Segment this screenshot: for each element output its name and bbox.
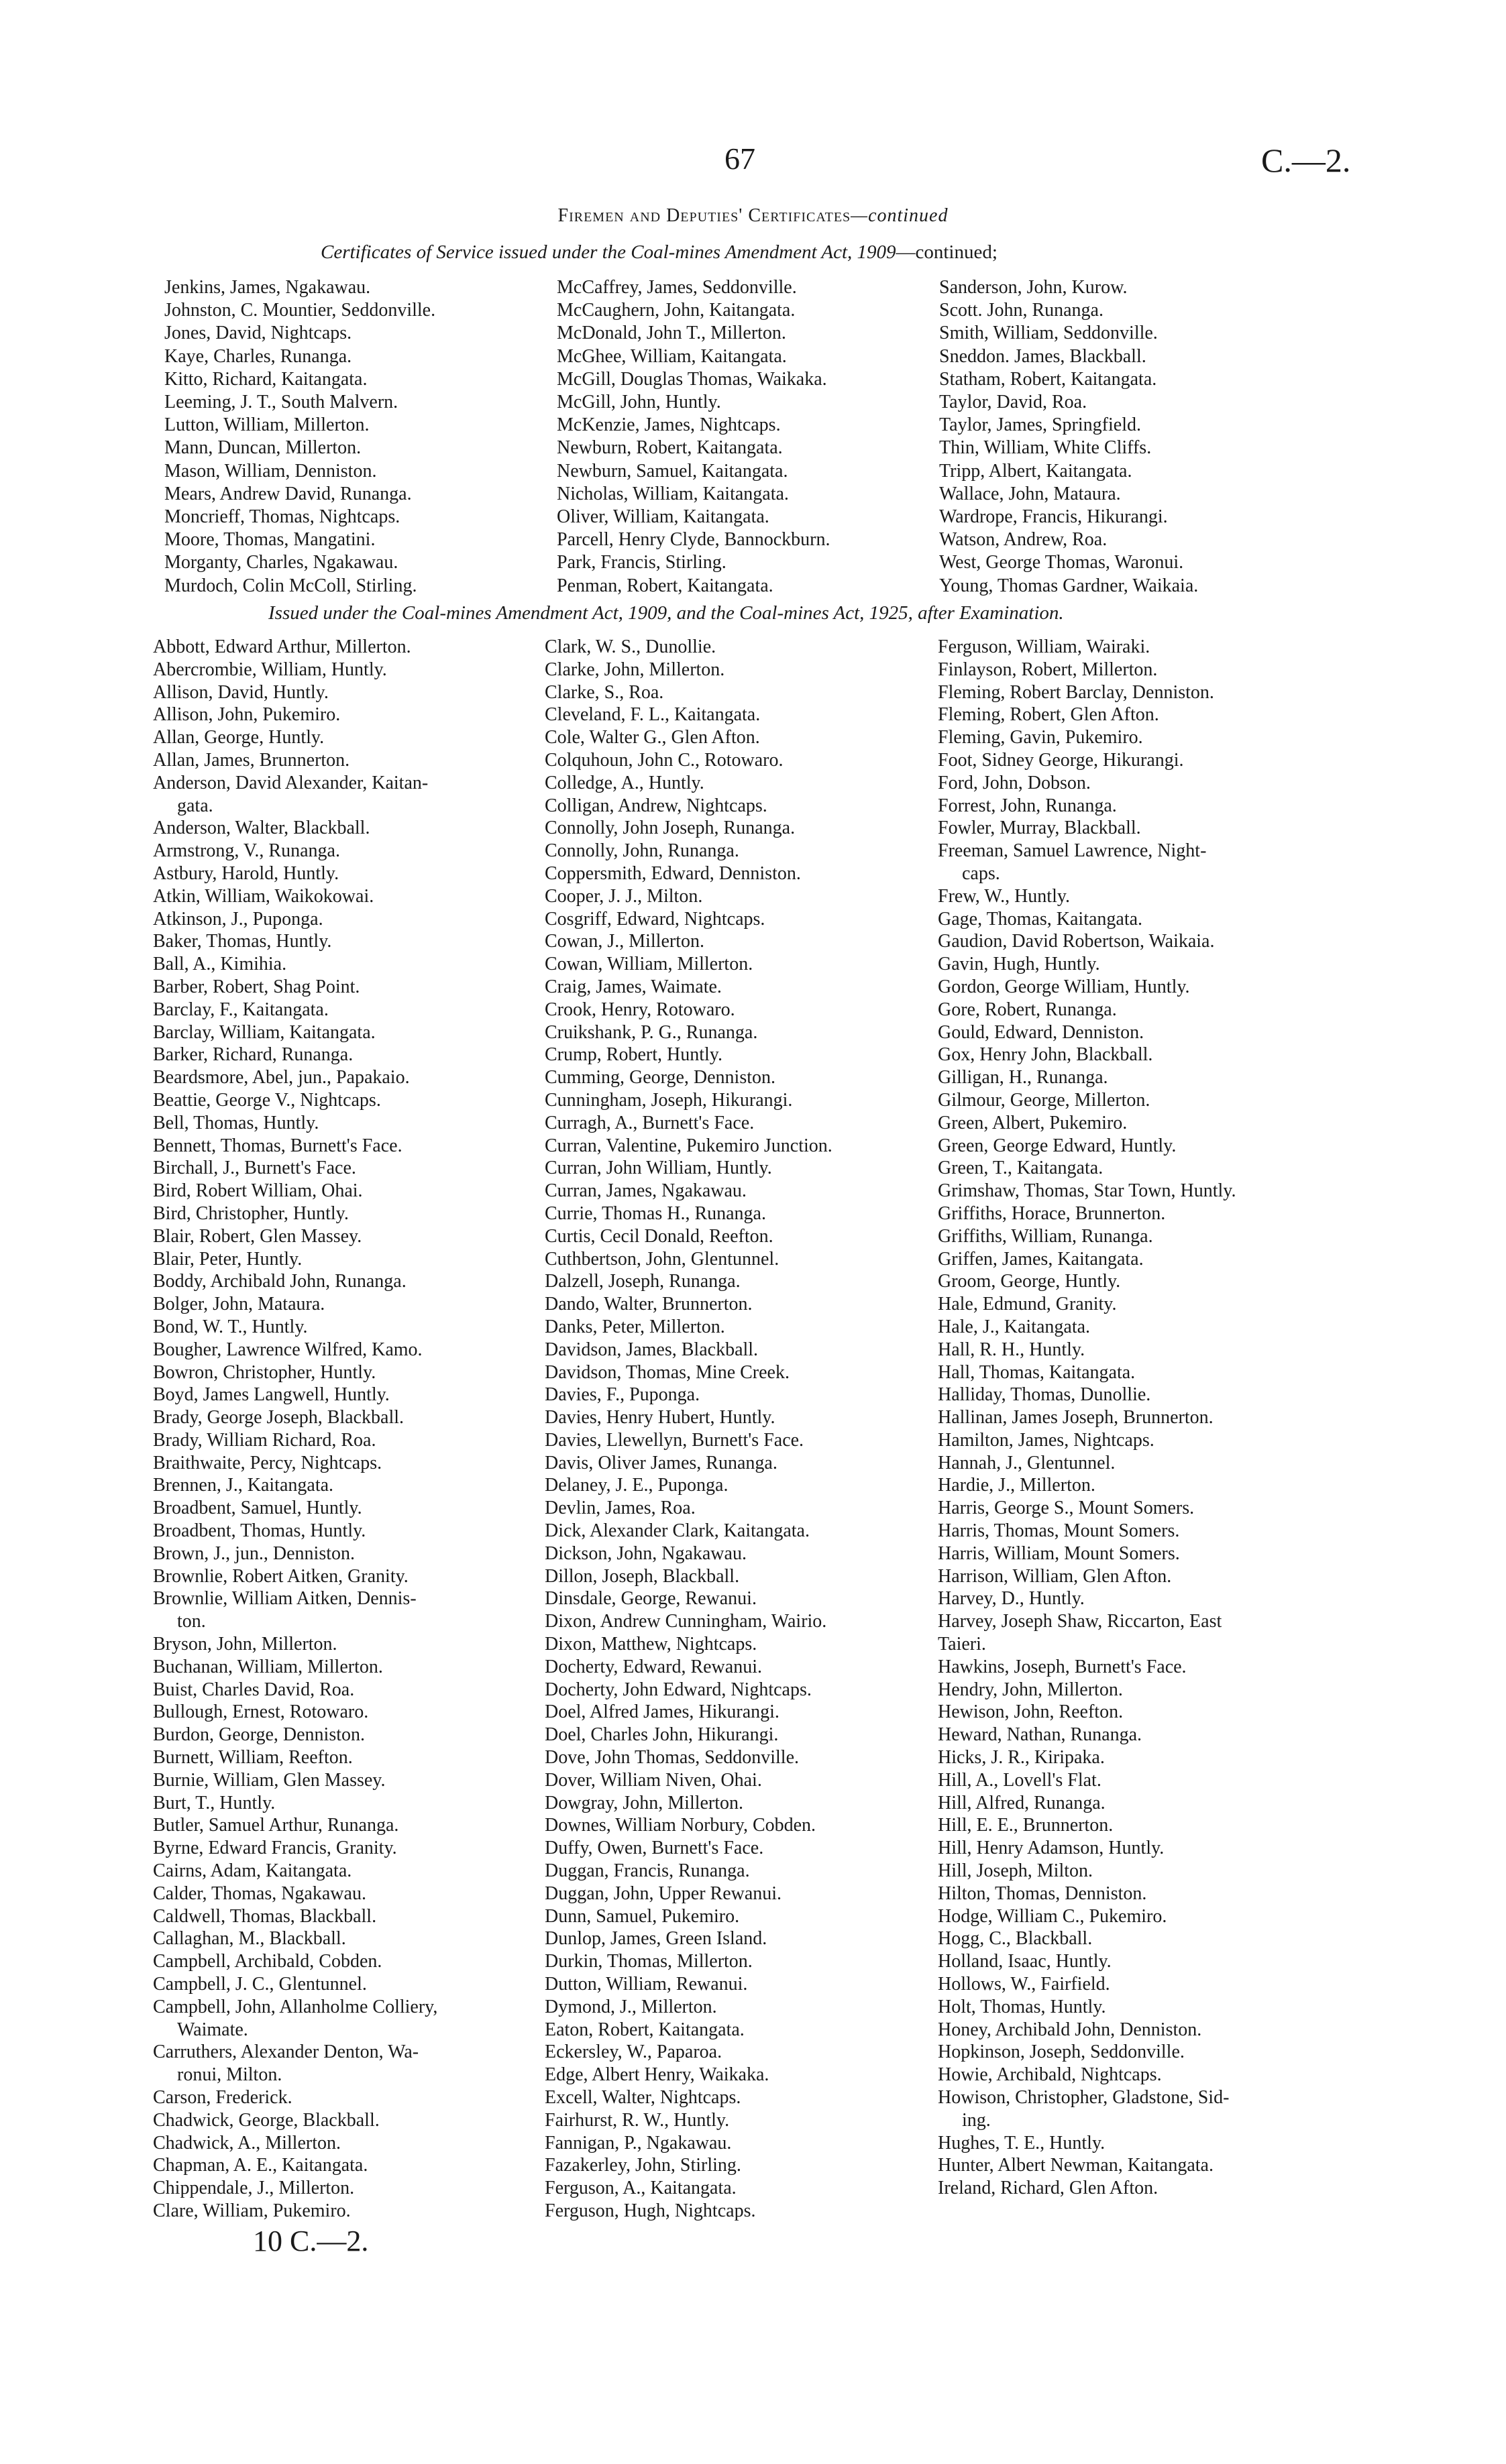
list-item: Taieri. bbox=[938, 1634, 986, 1655]
subsection-heading-examination: Issued under the Coal-mines Amendment Act, 1909, and the Coal-mines Act, 1925, after Examination. bbox=[268, 602, 1064, 624]
list-item: Hall, Thomas, Kaitangata. bbox=[938, 1361, 1136, 1383]
subsection-heading-service-suffix: —continued; bbox=[896, 241, 998, 263]
list-item: Brady, George Joseph, Blackball. bbox=[153, 1407, 405, 1429]
list-item: Burdon, George, Denniston. bbox=[153, 1724, 365, 1746]
list-item: Kaye, Charles, Runanga. bbox=[164, 345, 352, 367]
list-item: Forrest, John, Runanga. bbox=[938, 795, 1117, 816]
list-item: Mason, William, Denniston. bbox=[164, 460, 377, 482]
list-item: Currie, Thomas H., Runanga. bbox=[545, 1202, 766, 1224]
list-item: ing. bbox=[962, 2109, 991, 2131]
list-item: Curragh, A., Burnett's Face. bbox=[545, 1112, 755, 1133]
list-item: Birchall, J., Burnett's Face. bbox=[153, 1158, 356, 1179]
list-item: Armstrong, V., Runanga. bbox=[153, 840, 340, 862]
list-item: Cole, Walter G., Glen Afton. bbox=[545, 727, 760, 748]
list-item: Lutton, William, Millerton. bbox=[164, 414, 370, 436]
list-item: Clare, William, Pukemiro. bbox=[153, 2200, 351, 2221]
list-item: Barber, Robert, Shag Point. bbox=[153, 976, 360, 997]
list-item: Gore, Robert, Runanga. bbox=[938, 999, 1117, 1020]
list-item: Chadwick, A., Millerton. bbox=[153, 2132, 341, 2153]
list-item: Wardrope, Francis, Hikurangi. bbox=[939, 506, 1168, 528]
list-item: Dowgray, John, Millerton. bbox=[545, 1792, 744, 1813]
list-item: Brownlie, William Aitken, Dennis- bbox=[153, 1588, 417, 1610]
list-item: Davis, Oliver James, Runanga. bbox=[545, 1452, 777, 1473]
list-item: Callaghan, M., Blackball. bbox=[153, 1928, 346, 1950]
list-item: Mears, Andrew David, Runanga. bbox=[164, 483, 412, 504]
examination-column-2 bbox=[545, 636, 961, 2223]
list-item: Hale, Edmund, Granity. bbox=[938, 1294, 1117, 1315]
list-item: Blair, Peter, Huntly. bbox=[153, 1248, 303, 1270]
list-item: Bowron, Christopher, Huntly. bbox=[153, 1361, 376, 1383]
list-item: Boyd, James Langwell, Huntly. bbox=[153, 1384, 390, 1406]
list-item: Gordon, George William, Huntly. bbox=[938, 976, 1190, 997]
list-item: Oliver, William, Kaitangata. bbox=[557, 506, 769, 528]
list-item: Dinsdale, George, Rewanui. bbox=[545, 1588, 757, 1610]
list-item: Cosgriff, Edward, Nightcaps. bbox=[545, 908, 765, 930]
list-item: Harris, William, Mount Somers. bbox=[938, 1543, 1180, 1564]
list-item: Hill, Henry Adamson, Huntly. bbox=[938, 1838, 1165, 1859]
list-item: Moore, Thomas, Mangatini. bbox=[164, 529, 376, 551]
service-column-2 bbox=[557, 276, 932, 598]
list-item: McCaughern, John, Kaitangata. bbox=[557, 300, 796, 321]
list-item: Broadbent, Samuel, Huntly. bbox=[153, 1498, 362, 1519]
list-item: Thin, William, White Cliffs. bbox=[939, 437, 1152, 459]
list-item: Hunter, Albert Newman, Kaitangata. bbox=[938, 2155, 1214, 2176]
list-item: Dover, William Niven, Ohai. bbox=[545, 1769, 762, 1791]
list-item: Dando, Walter, Brunnerton. bbox=[545, 1294, 753, 1315]
list-item: Howie, Archibald, Nightcaps. bbox=[938, 2064, 1162, 2086]
service-column-3 bbox=[939, 276, 1335, 598]
list-item: Coppersmith, Edward, Denniston. bbox=[545, 862, 801, 884]
list-item: Dunlop, James, Green Island. bbox=[545, 1928, 767, 1950]
list-item: Beardsmore, Abel, jun., Papakaio. bbox=[153, 1067, 410, 1088]
list-item: Delaney, J. E., Puponga. bbox=[545, 1475, 729, 1496]
list-item: Duggan, Francis, Runanga. bbox=[545, 1860, 750, 1882]
list-item: Park, Francis, Stirling. bbox=[557, 552, 727, 573]
list-item: Curran, James, Ngakawau. bbox=[545, 1180, 747, 1202]
list-item: Davies, Llewellyn, Burnett's Face. bbox=[545, 1429, 804, 1451]
list-item: Burnett, William, Reefton. bbox=[153, 1747, 353, 1769]
list-item: Docherty, John Edward, Nightcaps. bbox=[545, 1679, 812, 1700]
list-item: Foot, Sidney George, Hikurangi. bbox=[938, 749, 1184, 771]
list-item: Allison, David, Huntly. bbox=[153, 681, 329, 703]
list-item: Fazakerley, John, Stirling. bbox=[545, 2155, 741, 2176]
list-item: Abercrombie, William, Huntly. bbox=[153, 659, 387, 680]
list-item: Colquhoun, John C., Rotowaro. bbox=[545, 749, 784, 771]
list-item: Edge, Albert Henry, Waikaka. bbox=[545, 2064, 769, 2086]
list-item: Bolger, John, Mataura. bbox=[153, 1294, 325, 1315]
list-item: Hardie, J., Millerton. bbox=[938, 1475, 1095, 1496]
list-item: Allan, George, Huntly. bbox=[153, 727, 325, 748]
list-item: Abbott, Edward Arthur, Millerton. bbox=[153, 636, 411, 657]
list-item: Kitto, Richard, Kaitangata. bbox=[164, 368, 368, 390]
list-item: Hewison, John, Reefton. bbox=[938, 1701, 1124, 1723]
list-item: Campbell, Archibald, Cobden. bbox=[153, 1951, 382, 1972]
list-item: Cleveland, F. L., Kaitangata. bbox=[545, 704, 761, 726]
list-item: Harris, Thomas, Mount Somers. bbox=[938, 1520, 1180, 1542]
list-item: Cruikshank, P. G., Runanga. bbox=[545, 1021, 758, 1043]
list-item: Curtis, Cecil Donald, Reefton. bbox=[545, 1225, 773, 1247]
list-item: Clarke, S., Roa. bbox=[545, 681, 664, 703]
list-item: Gage, Thomas, Kaitangata. bbox=[938, 908, 1143, 930]
list-item: Carruthers, Alexander Denton, Wa- bbox=[153, 2041, 419, 2063]
list-item: Hill, A., Lovell's Flat. bbox=[938, 1769, 1101, 1791]
list-item: Braithwaite, Percy, Nightcaps. bbox=[153, 1452, 382, 1473]
list-item: Davies, F., Puponga. bbox=[545, 1384, 700, 1406]
list-item: Curran, John William, Huntly. bbox=[545, 1158, 772, 1179]
list-item: Wallace, John, Mataura. bbox=[939, 483, 1121, 504]
list-item: Hale, J., Kaitangata. bbox=[938, 1316, 1091, 1337]
list-item: Howison, Christopher, Gladstone, Sid- bbox=[938, 2087, 1230, 2108]
list-item: Watson, Andrew, Roa. bbox=[939, 529, 1108, 551]
list-item: Devlin, James, Roa. bbox=[545, 1498, 696, 1519]
list-item: Grimshaw, Thomas, Star Town, Huntly. bbox=[938, 1180, 1236, 1202]
list-item: gata. bbox=[177, 795, 213, 816]
list-item: Hill, Alfred, Runanga. bbox=[938, 1792, 1106, 1813]
list-item: Griffiths, William, Runanga. bbox=[938, 1225, 1153, 1247]
list-item: Waimate. bbox=[177, 2019, 248, 2040]
list-item: Frew, W., Huntly. bbox=[938, 885, 1071, 907]
list-item: Fleming, Robert Barclay, Denniston. bbox=[938, 681, 1214, 703]
list-item: Gould, Edward, Denniston. bbox=[938, 1021, 1144, 1043]
list-item: Jenkins, James, Ngakawau. bbox=[164, 277, 371, 298]
list-item: Caldwell, Thomas, Blackball. bbox=[153, 1905, 377, 1927]
list-item: Morganty, Charles, Ngakawau. bbox=[164, 552, 398, 573]
list-item: Dillon, Joseph, Blackball. bbox=[545, 1565, 740, 1587]
list-item: Ball, A., Kimihia. bbox=[153, 954, 287, 975]
list-item: Bell, Thomas, Huntly. bbox=[153, 1112, 319, 1133]
list-item: Clark, W. S., Dunollie. bbox=[545, 636, 716, 657]
list-item: Scott. John, Runanga. bbox=[939, 300, 1104, 321]
list-item: Brennen, J., Kaitangata. bbox=[153, 1475, 334, 1496]
list-item: Eaton, Robert, Kaitangata. bbox=[545, 2019, 745, 2040]
list-item: Dickson, John, Ngakawau. bbox=[545, 1543, 747, 1564]
list-item: McCaffrey, James, Seddonville. bbox=[557, 277, 797, 298]
list-item: Campbell, John, Allanholme Colliery, bbox=[153, 1996, 438, 2017]
list-item: Fannigan, P., Ngakawau. bbox=[545, 2132, 732, 2153]
list-item: Nicholas, William, Kaitangata. bbox=[557, 483, 789, 504]
list-item: Ford, John, Dobson. bbox=[938, 772, 1091, 793]
section-title bbox=[0, 205, 1506, 227]
list-item: Davidson, Thomas, Mine Creek. bbox=[545, 1361, 790, 1383]
list-item: Holland, Isaac, Huntly. bbox=[938, 1951, 1112, 1972]
list-item: Hawkins, Joseph, Burnett's Face. bbox=[938, 1656, 1187, 1677]
list-item: Dunn, Samuel, Pukemiro. bbox=[545, 1905, 740, 1927]
list-item: Cunningham, Joseph, Hikurangi. bbox=[545, 1089, 793, 1111]
list-item: West, George Thomas, Waronui. bbox=[939, 552, 1184, 573]
list-item: Hallinan, James Joseph, Brunnerton. bbox=[938, 1407, 1214, 1429]
list-item: McKenzie, James, Nightcaps. bbox=[557, 414, 781, 436]
list-item: Jones, David, Nightcaps. bbox=[164, 323, 352, 344]
list-item: Fleming, Robert, Glen Afton. bbox=[938, 704, 1159, 726]
list-item: Hendry, John, Millerton. bbox=[938, 1679, 1123, 1700]
list-item: Campbell, J. C., Glentunnel. bbox=[153, 1974, 367, 1995]
list-item: Murdoch, Colin McColl, Stirling. bbox=[164, 575, 417, 596]
list-item: Crook, Henry, Rotowaro. bbox=[545, 999, 735, 1020]
list-item: Green, T., Kaitangata. bbox=[938, 1158, 1104, 1179]
list-item: Barker, Richard, Runanga. bbox=[153, 1044, 354, 1066]
list-item: ton. bbox=[177, 1611, 206, 1632]
subsection-heading-service bbox=[321, 241, 998, 264]
list-item: Burt, T., Huntly. bbox=[153, 1792, 276, 1813]
list-item: Dick, Alexander Clark, Kaitangata. bbox=[545, 1520, 810, 1542]
list-item: Connolly, John, Runanga. bbox=[545, 840, 739, 862]
list-item: Chippendale, J., Millerton. bbox=[153, 2178, 355, 2199]
list-item: Mann, Duncan, Millerton. bbox=[164, 437, 362, 459]
list-item: Buist, Charles David, Roa. bbox=[153, 1679, 355, 1700]
list-item: Ferguson, Hugh, Nightcaps. bbox=[545, 2200, 756, 2221]
list-item: Calder, Thomas, Ngakawau. bbox=[153, 1883, 366, 1904]
list-item: Hogg, C., Blackball. bbox=[938, 1928, 1093, 1950]
list-item: Hannah, J., Glentunnel. bbox=[938, 1452, 1116, 1473]
list-item: Cumming, George, Denniston. bbox=[545, 1067, 776, 1088]
list-item: Ferguson, William, Wairaki. bbox=[938, 636, 1150, 657]
list-item: Curran, Valentine, Pukemiro Junction. bbox=[545, 1135, 832, 1156]
list-item: Buchanan, William, Millerton. bbox=[153, 1656, 383, 1677]
list-item: Cuthbertson, John, Glentunnel. bbox=[545, 1248, 779, 1270]
list-item: caps. bbox=[962, 862, 1000, 884]
page-number: 67 bbox=[724, 142, 755, 176]
list-item: Doel, Alfred James, Hikurangi. bbox=[545, 1701, 779, 1723]
list-item: Gilligan, H., Runanga. bbox=[938, 1067, 1108, 1088]
list-item: Chapman, A. E., Kaitangata. bbox=[153, 2155, 368, 2176]
list-item: Hamilton, James, Nightcaps. bbox=[938, 1429, 1154, 1451]
list-item: Groom, George, Huntly. bbox=[938, 1271, 1121, 1292]
list-item: Young, Thomas Gardner, Waikaia. bbox=[939, 575, 1199, 596]
list-item: Green, Albert, Pukemiro. bbox=[938, 1112, 1128, 1133]
list-item: Eckersley, W., Paparoa. bbox=[545, 2041, 722, 2063]
list-item: Heward, Nathan, Runanga. bbox=[938, 1724, 1142, 1746]
list-item: Harvey, Joseph Shaw, Riccarton, East bbox=[938, 1611, 1222, 1632]
list-item: Dymond, J., Millerton. bbox=[545, 1996, 717, 2017]
list-item: Dutton, William, Rewanui. bbox=[545, 1974, 748, 1995]
list-item: Dixon, Matthew, Nightcaps. bbox=[545, 1634, 757, 1655]
list-item: Astbury, Harold, Huntly. bbox=[153, 862, 339, 884]
list-item: Docherty, Edward, Rewanui. bbox=[545, 1656, 762, 1677]
list-item: Anderson, Walter, Blackball. bbox=[153, 818, 370, 839]
list-item: Leeming, J. T., South Malvern. bbox=[164, 392, 398, 413]
list-item: Ferguson, A., Kaitangata. bbox=[545, 2178, 737, 2199]
list-item: Tripp, Albert, Kaitangata. bbox=[939, 460, 1132, 482]
list-item: Taylor, David, Roa. bbox=[939, 392, 1087, 413]
list-item: Danks, Peter, Millerton. bbox=[545, 1316, 725, 1337]
list-item: McGill, Douglas Thomas, Waikaka. bbox=[557, 368, 827, 390]
list-item: Durkin, Thomas, Millerton. bbox=[545, 1951, 753, 1972]
list-item: Colledge, A., Huntly. bbox=[545, 772, 704, 793]
list-item: Sanderson, John, Kurow. bbox=[939, 277, 1128, 298]
list-item: Brownlie, Robert Aitken, Granity. bbox=[153, 1565, 409, 1587]
list-item: Bond, W. T., Huntly. bbox=[153, 1316, 308, 1337]
document-code: C.—2. bbox=[1261, 142, 1351, 179]
list-item: Bennett, Thomas, Burnett's Face. bbox=[153, 1135, 402, 1156]
list-item: Crump, Robert, Huntly. bbox=[545, 1044, 722, 1066]
list-item: McGhee, William, Kaitangata. bbox=[557, 345, 787, 367]
list-item: Blair, Robert, Glen Massey. bbox=[153, 1225, 362, 1247]
list-item: Griffiths, Horace, Brunnerton. bbox=[938, 1202, 1166, 1224]
footer-signature: 10 C.—2. bbox=[253, 2225, 369, 2257]
list-item: Cooper, J. J., Milton. bbox=[545, 885, 703, 907]
list-item: Allan, James, Brunnerton. bbox=[153, 749, 350, 771]
list-item: Cairns, Adam, Kaitangata. bbox=[153, 1860, 352, 1882]
list-item: Hill, Joseph, Milton. bbox=[938, 1860, 1093, 1882]
list-item: Harris, George S., Mount Somers. bbox=[938, 1498, 1195, 1519]
list-item: Holt, Thomas, Huntly. bbox=[938, 1996, 1106, 2017]
list-item: Byrne, Edward Francis, Granity. bbox=[153, 1838, 397, 1859]
list-item: Moncrieff, Thomas, Nightcaps. bbox=[164, 506, 400, 528]
list-item: Hodge, William C., Pukemiro. bbox=[938, 1905, 1167, 1927]
list-item: McDonald, John T., Millerton. bbox=[557, 323, 786, 344]
list-item: Griffen, James, Kaitangata. bbox=[938, 1248, 1144, 1270]
list-item: Dixon, Andrew Cunningham, Wairio. bbox=[545, 1611, 827, 1632]
list-item: Fowler, Murray, Blackball. bbox=[938, 818, 1141, 839]
list-item: Gox, Henry John, Blackball. bbox=[938, 1044, 1153, 1066]
list-item: Dove, John Thomas, Seddonville. bbox=[545, 1747, 800, 1769]
list-item: Penman, Robert, Kaitangata. bbox=[557, 575, 773, 596]
list-item: Connolly, John Joseph, Runanga. bbox=[545, 818, 796, 839]
list-item: Atkinson, J., Puponga. bbox=[153, 908, 323, 930]
list-item: Bird, Robert William, Ohai. bbox=[153, 1180, 363, 1202]
list-item: Harrison, William, Glen Afton. bbox=[938, 1565, 1172, 1587]
list-item: Newburn, Robert, Kaitangata. bbox=[557, 437, 783, 459]
list-item: Davies, Henry Hubert, Huntly. bbox=[545, 1407, 775, 1429]
list-item: Atkin, William, Waikokowai. bbox=[153, 885, 374, 907]
list-item: Sneddon. James, Blackball. bbox=[939, 345, 1146, 367]
list-item: Bird, Christopher, Huntly. bbox=[153, 1202, 349, 1224]
list-item: Honey, Archibald John, Denniston. bbox=[938, 2019, 1202, 2040]
list-item: Baker, Thomas, Huntly. bbox=[153, 931, 332, 952]
list-item: Brady, William Richard, Roa. bbox=[153, 1429, 376, 1451]
list-item: Beattie, George V., Nightcaps. bbox=[153, 1089, 381, 1111]
subsection-heading-service-text: Certificates of Service issued under the Coal-mines Amendment Act, 1909 bbox=[321, 241, 896, 263]
list-item: Halliday, Thomas, Dunollie. bbox=[938, 1384, 1151, 1406]
list-item: Freeman, Samuel Lawrence, Night- bbox=[938, 840, 1207, 862]
list-item: ronui, Milton. bbox=[177, 2064, 282, 2086]
list-item: Harvey, D., Huntly. bbox=[938, 1588, 1085, 1610]
list-item: Allison, John, Pukemiro. bbox=[153, 704, 341, 726]
list-item: Gaudion, David Robertson, Waikaia. bbox=[938, 931, 1215, 952]
list-item: Davidson, James, Blackball. bbox=[545, 1339, 759, 1360]
list-item: Hilton, Thomas, Denniston. bbox=[938, 1883, 1147, 1904]
list-item: Newburn, Samuel, Kaitangata. bbox=[557, 460, 788, 482]
list-item: Taylor, James, Springfield. bbox=[939, 414, 1141, 436]
list-item: Dalzell, Joseph, Runanga. bbox=[545, 1271, 741, 1292]
list-item: Green, George Edward, Huntly. bbox=[938, 1135, 1177, 1156]
list-item: Cowan, William, Millerton. bbox=[545, 954, 753, 975]
list-item: Hopkinson, Joseph, Seddonville. bbox=[938, 2041, 1185, 2063]
list-item: Hughes, T. E., Huntly. bbox=[938, 2132, 1106, 2153]
list-item: Clarke, John, Millerton. bbox=[545, 659, 725, 680]
list-item: Barclay, William, Kaitangata. bbox=[153, 1021, 376, 1043]
service-column-1 bbox=[164, 276, 527, 598]
list-item: Bougher, Lawrence Wilfred, Kamo. bbox=[153, 1339, 423, 1360]
list-item: Colligan, Andrew, Nightcaps. bbox=[545, 795, 767, 816]
list-item: Duggan, John, Upper Rewanui. bbox=[545, 1883, 782, 1904]
list-item: Anderson, David Alexander, Kaitan- bbox=[153, 772, 429, 793]
list-item: Downes, William Norbury, Cobden. bbox=[545, 1815, 816, 1836]
list-item: Barclay, F., Kaitangata. bbox=[153, 999, 329, 1020]
list-item: Duffy, Owen, Burnett's Face. bbox=[545, 1838, 764, 1859]
list-item: Johnston, C. Mountier, Seddonville. bbox=[164, 300, 436, 321]
list-item: Parcell, Henry Clyde, Bannockburn. bbox=[557, 529, 830, 551]
examination-column-1 bbox=[153, 636, 542, 2223]
list-item: Ireland, Richard, Glen Afton. bbox=[938, 2178, 1159, 2199]
list-item: Excell, Walter, Nightcaps. bbox=[545, 2087, 741, 2108]
section-title-continued: —continued bbox=[851, 205, 949, 226]
list-item: Burnie, William, Glen Massey. bbox=[153, 1769, 386, 1791]
list-item: Chadwick, George, Blackball. bbox=[153, 2109, 380, 2131]
list-item: Gilmour, George, Millerton. bbox=[938, 1089, 1150, 1111]
list-item: Carson, Frederick. bbox=[153, 2087, 292, 2108]
list-item: Doel, Charles John, Hikurangi. bbox=[545, 1724, 779, 1746]
list-item: Cowan, J., Millerton. bbox=[545, 931, 704, 952]
list-item: Fairhurst, R. W., Huntly. bbox=[545, 2109, 730, 2131]
list-item: Smith, William, Seddonville. bbox=[939, 323, 1158, 344]
list-item: Hill, E. E., Brunnerton. bbox=[938, 1815, 1114, 1836]
list-item: Butler, Samuel Arthur, Runanga. bbox=[153, 1815, 399, 1836]
examination-column-3 bbox=[938, 636, 1340, 2200]
list-item: Fleming, Gavin, Pukemiro. bbox=[938, 727, 1143, 748]
list-item: Bryson, John, Millerton. bbox=[153, 1634, 337, 1655]
list-item: Gavin, Hugh, Huntly. bbox=[938, 954, 1100, 975]
list-item: Hicks, J. R., Kiripaka. bbox=[938, 1747, 1105, 1769]
section-title-main: Firemen and Deputies' Certificates bbox=[557, 205, 851, 226]
list-item: Boddy, Archibald John, Runanga. bbox=[153, 1271, 407, 1292]
list-item: Broadbent, Thomas, Huntly. bbox=[153, 1520, 366, 1542]
list-item: Hall, R. H., Huntly. bbox=[938, 1339, 1085, 1360]
list-item: Statham, Robert, Kaitangata. bbox=[939, 368, 1157, 390]
list-item: Craig, James, Waimate. bbox=[545, 976, 722, 997]
list-item: Bullough, Ernest, Rotowaro. bbox=[153, 1701, 369, 1723]
list-item: McGill, John, Huntly. bbox=[557, 392, 721, 413]
list-item: Hollows, W., Fairfield. bbox=[938, 1974, 1110, 1995]
list-item: Finlayson, Robert, Millerton. bbox=[938, 659, 1158, 680]
list-item: Brown, J., jun., Denniston. bbox=[153, 1543, 355, 1564]
